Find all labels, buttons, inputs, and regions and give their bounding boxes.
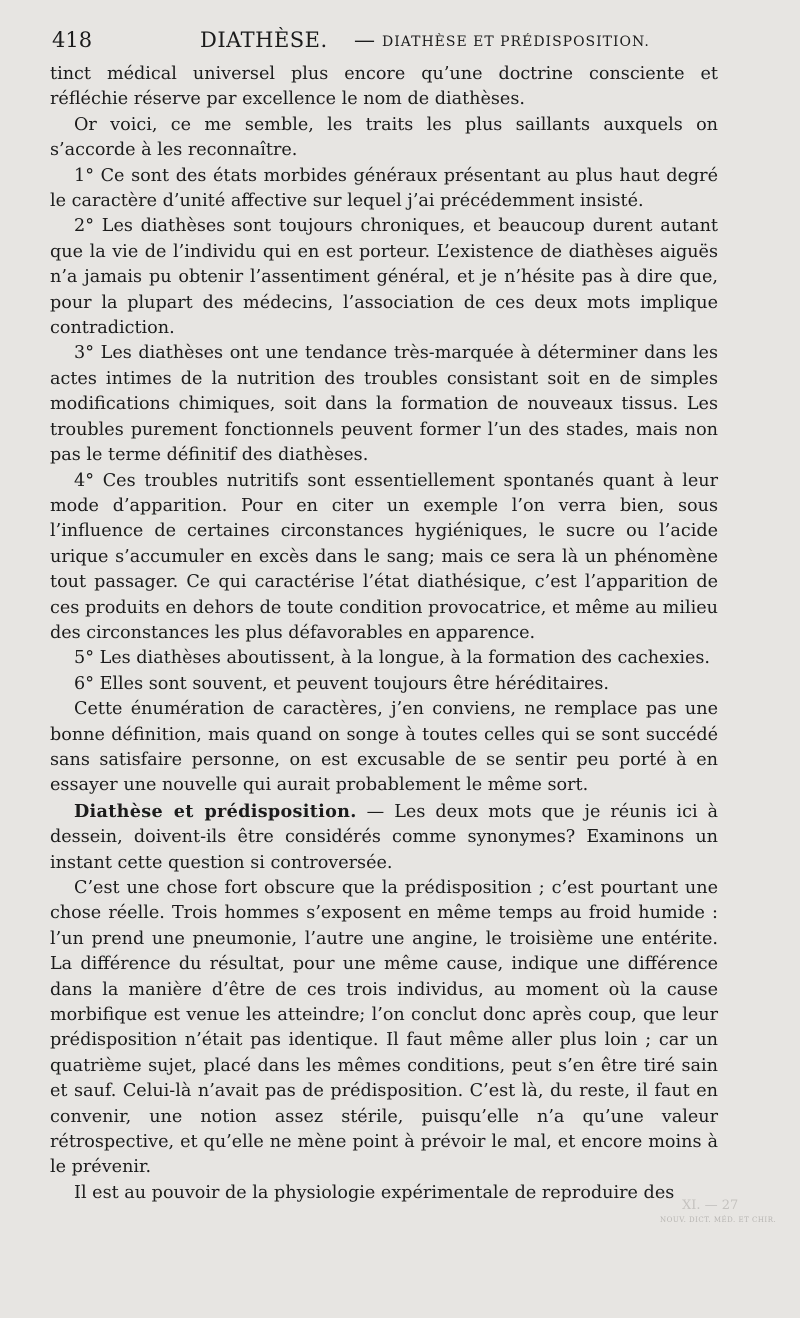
section-heading: Diathèse et prédisposition.: [74, 800, 357, 822]
paragraph-trait-6: 6° Elles sont souvent, et peuvent toujours être héréditaires.: [74, 673, 610, 694]
paragraph-continued: tinct médical universel plus encore qu’une doctrine consciente et réfléchie réserve par excellence le nom de diathèses.: [50, 64, 718, 110]
header-title: DIATHÈSE.: [200, 28, 328, 52]
paragraph: Cette énumération de caractères, j’en conviens, ne remplace pas une bonne définition, mais quand on songe à toutes celles qui se sont succédé sans satisfaire personne, on est excusable de se sentir peu porté à en essayer une nouvelle qui aurait probablement le même sort.: [50, 699, 718, 796]
paragraph-trait-1: 1° Ce sont des états morbides généraux présentant au plus haut degré le caractère d’unité affective sur lequel j’ai précédemment insisté.: [50, 165, 718, 212]
section-heading-dash: —: [356, 801, 395, 822]
paragraph: Il est au pouvoir de la physiologie expérimentale de reproduire des: [74, 1182, 675, 1203]
paragraph: C’est une chose fort obscure que la prédisposition ; c’est pourtant une chose réelle. Trois hommes s’exposent en même temps au froid humide : l’un prend une pneumonie, l’autre une angine, le troisième une entérite. La différence du résultat, pour une même cause, indique une différence dans la manière d’être de ces trois individus, au moment où la cause morbifique est venue les atteindre; l’on conclut donc après coup, que leur prédisposition n’était pas identique. Il faut même aller plus loin ; car un quatrième sujet, placé dans les mêmes conditions, peut s’en être tiré sain et sauf. Celui-là n’avait pas de prédisposition. C’est là, du reste, il faut en convenir, une notion assez stérile, puisqu’elle n’a qu’une valeur rétrospective, et qu’elle ne mène point à prévoir le mal, et encore moins à le prévenir.: [50, 878, 718, 1178]
paragraph-trait-4: 4° Ces troubles nutritifs sont essentiellement spontanés quant à leur mode d’apparition. Pour en citer un exemple l’on verra bien, sous l’influence de certaines circonstances hygiéniques, le sucre ou l’acide urique s’accumuler en excès dans le sang; mais ce sera là un phénomène tout passager. Ce qui caractérise l’état diathésique, c’est l’apparition de ces produits en dehors de toute condition provocatrice, et même au milieu des circonstances les plus défavorables en apparence.: [50, 470, 718, 643]
paragraph-trait-3: 3° Les diathèses ont une tendance très-marquée à déterminer dans les actes intimes de la nutrition des troubles consistant soit en de simples modifications chimiques, soit dans la formation de nouveaux tissus. Les troubles purement fonctionnels peuvent former l’un des stades, mais non pas le terme définitif des diathèses.: [50, 343, 718, 466]
paragraph: Or voici, ce me semble, les traits les plus saillants auxquels on s’accorde à les reconnaître.: [50, 114, 718, 161]
section-first-text: Les deux mots que je réunis ici à dessein, doivent-ils être considérés comme synonymes? Examinons un instant cette question si controversée.: [50, 801, 719, 873]
section-first-paragraph: [50, 799, 718, 876]
page-number: 418: [52, 28, 93, 52]
header-subtitle: DIATHÈSE ET PRÉDISPOSITION.: [382, 34, 650, 50]
header-dash: —: [354, 28, 375, 52]
paragraph-trait-5: 5° Les diathèses aboutissent, à la longue, à la formation des cachexies.: [74, 648, 711, 669]
paragraph-trait-2: 2° Les diathèses sont toujours chroniques, et beaucoup durent autant que la vie de l’individu qui en est porteur. L’existence de diathèses aiguës n’a jamais pu obtenir l’assentiment général, et je n’hésite pas à dire que, pour la plupart des médecins, l’association de ces deux mots implique contradiction.: [50, 216, 718, 339]
signature-mark: XI. — 27: [682, 1198, 739, 1213]
body-text: [50, 62, 718, 1206]
footer-imprint: NOUV. DICT. MÉD. ET CHIR.: [660, 1216, 777, 1224]
